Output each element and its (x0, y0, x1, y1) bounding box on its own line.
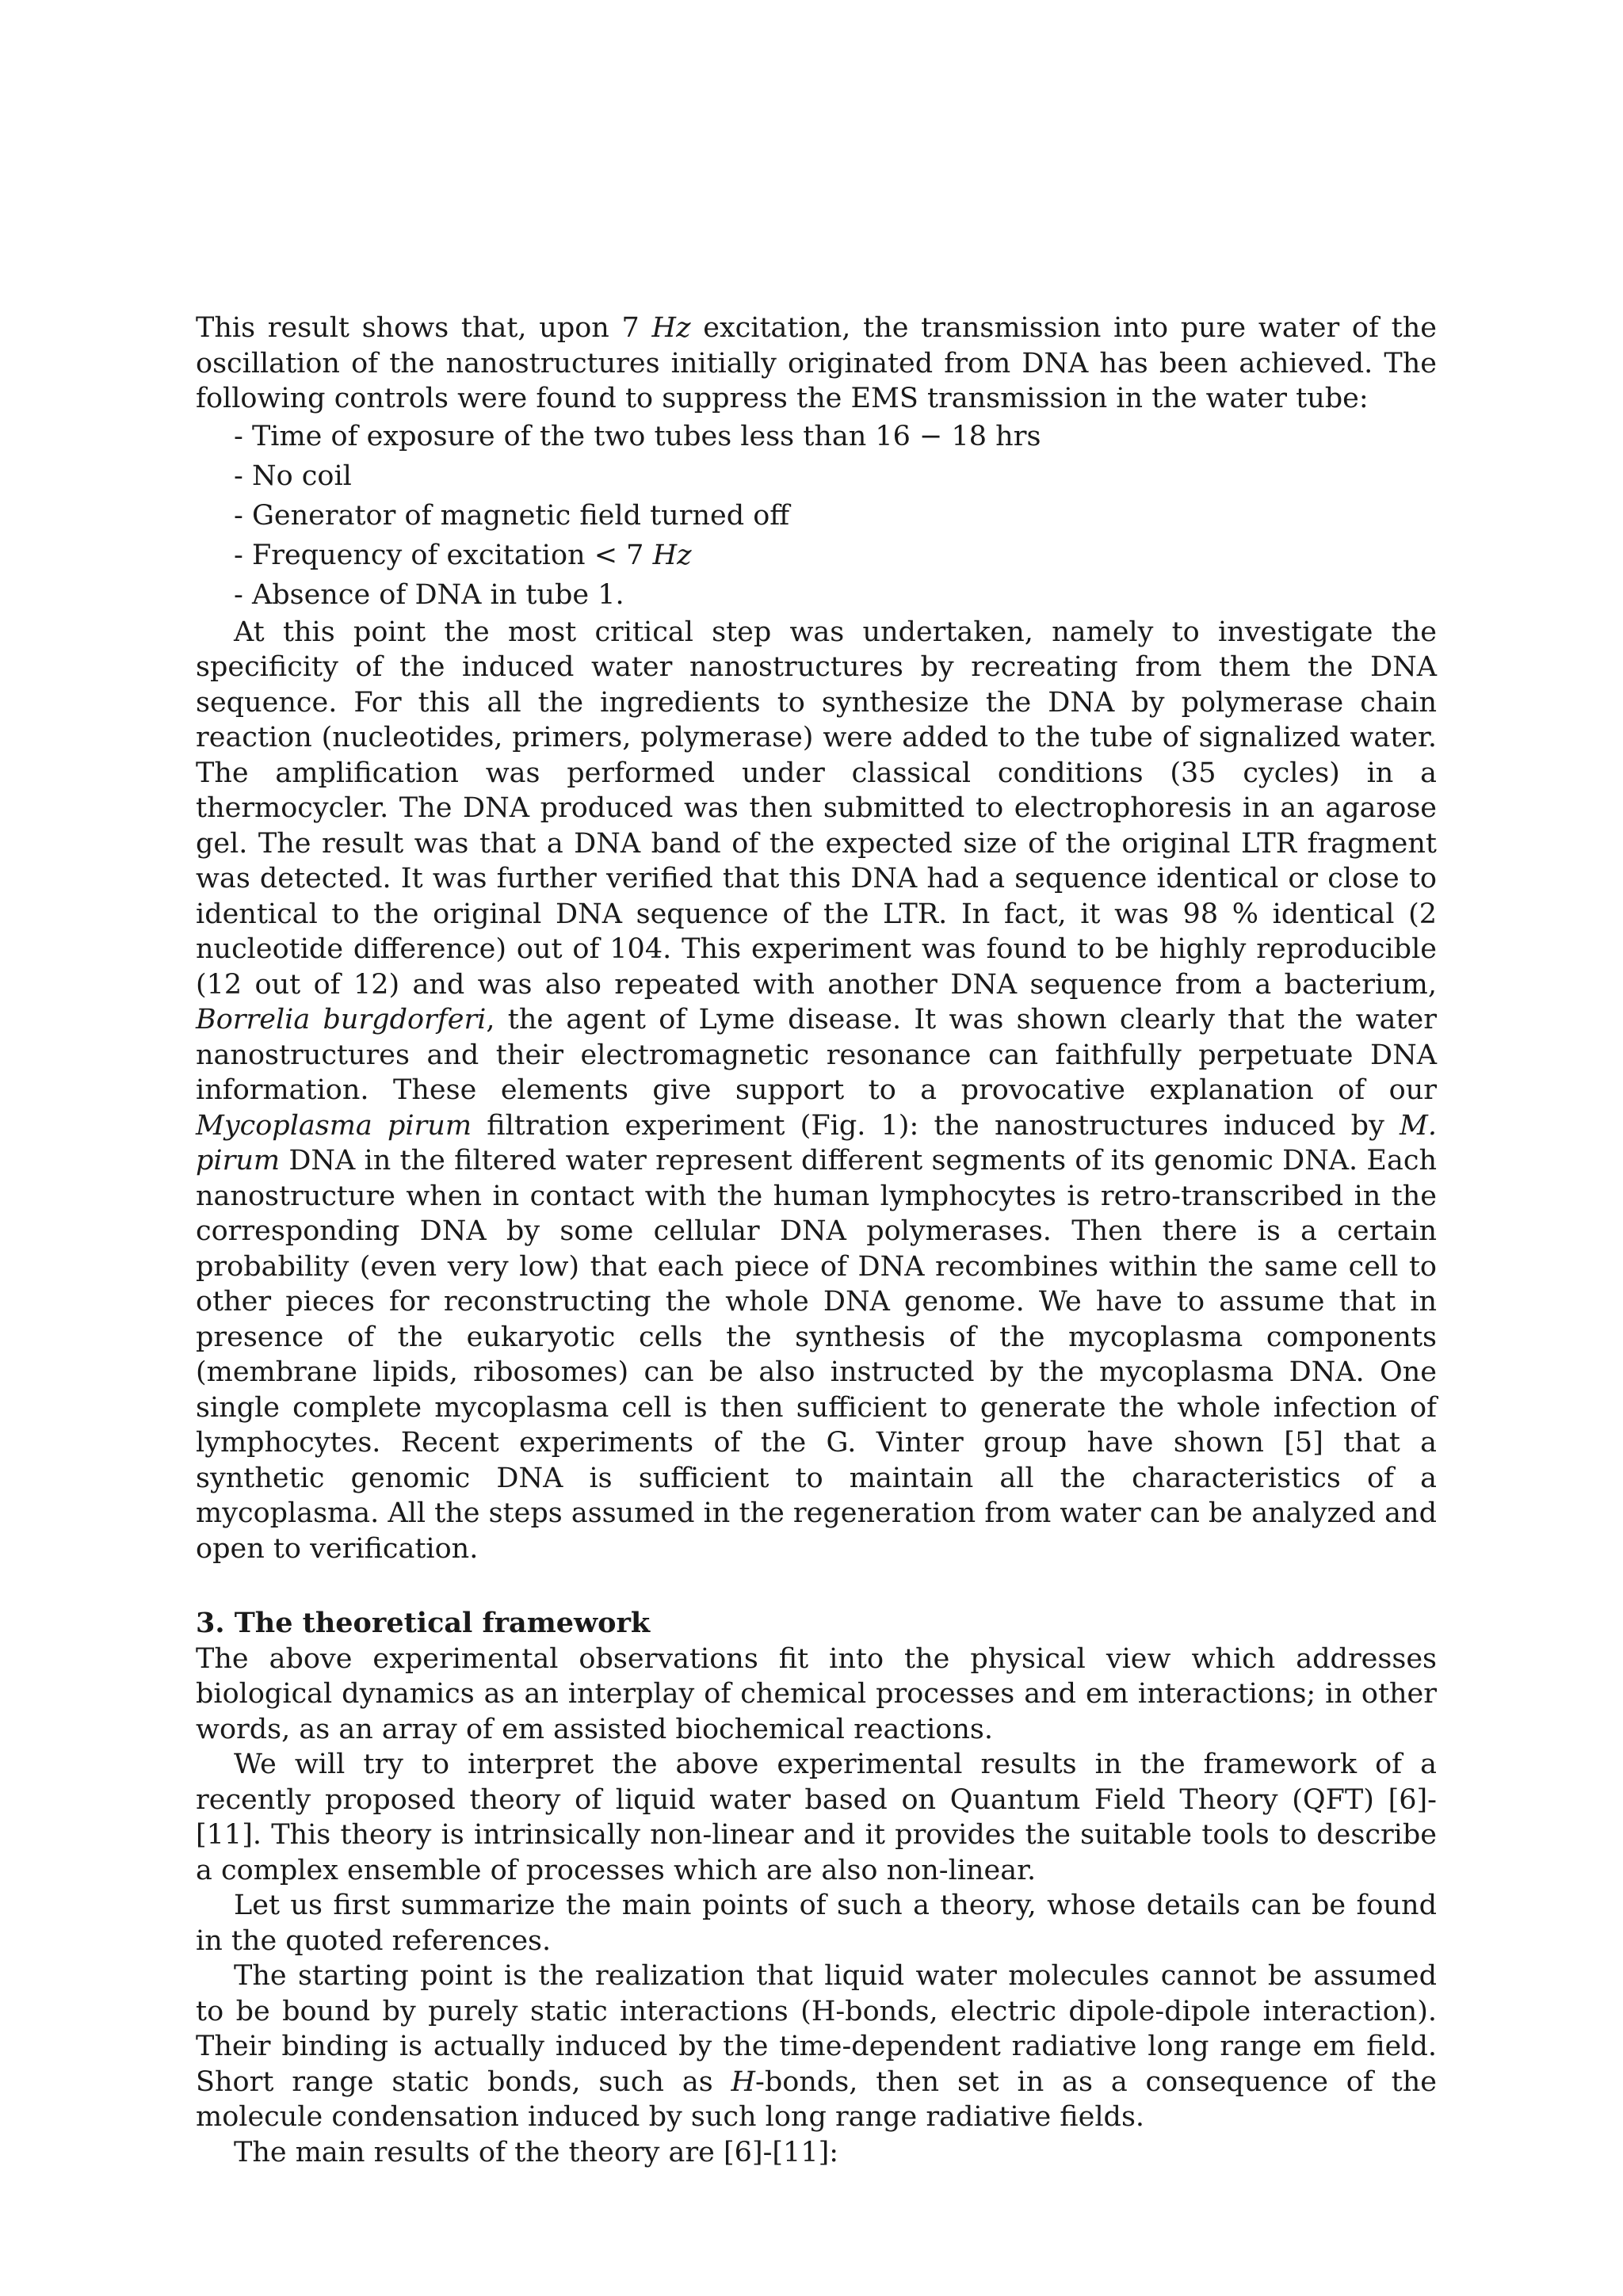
list-item (196, 536, 1437, 575)
paragraph-section3-1: The above experimental observations fit into the physical view which addresses biological dynamics as an interplay of chemical processes and em interactions; in other words, as an array of em assisted biochemical reactions. (196, 1642, 1437, 1745)
paragraph-section3-5: The main results of the theory are [6]-[11]: (234, 2136, 839, 2168)
list-item: - Absence of DNA in tube 1. (234, 578, 624, 611)
text-run: This result shows that, upon 7 (196, 312, 652, 344)
text-run: , the agent of Lyme disease. It was shown clearly that the water nanostructures and their electromagnetic resonance can faithfully perpetuate DNA information. These elements give support to a provocative explanation of our (196, 1004, 1438, 1106)
list-item: - Time of exposure of the two tubes less than 16 − 18 hrs (234, 420, 1041, 452)
species-name: Mycoplasma pirum (196, 1109, 472, 1142)
text-run: filtration experiment (Fig. 1): the nanostructures induced by (472, 1109, 1400, 1142)
paragraph-intro (196, 311, 1437, 417)
text-run: DNA in the filtered water represent different segments of its genomic DNA. Each nanostructure when in contact with the human lymphocytes is retro-transcribed in the corresponding DNA by some cellular DNA polymerases. Then there is a certain probability (even very low) that each piece of DNA recombines within the same cell to other pieces for reconstructing the whole DNA genome. We have to assume that in presence of the eukaryotic cells the synthesis of the mycoplasma components (membrane lipids, ribosomes) can be also instructed by the mycoplasma DNA. One single complete mycoplasma cell is then sufficient to generate the whole infection of lymphocytes. Recent experiments of the G. Vinter group have shown [5] that a synthetic genomic DNA is sufficient to maintain all the characteristics of a mycoplasma. All the steps assumed in the regeneration from water can be analyzed and open to verification. (196, 1145, 1437, 1565)
section-heading: 3. The theoretical framework (196, 1607, 651, 1639)
species-name: M. pirum (196, 1109, 1438, 1177)
paragraph-body (196, 615, 1437, 1567)
controls-list (196, 417, 1437, 615)
paragraph-section3-2: We will try to interpret the above experimental results in the framework of a recently proposed theory of liquid water based on Quantum Field Theory (QFT) [6]-[11]. This theory is intrinsically non-linear and it provides the suitable tools to describe a complex ensemble of processes which are also non-linear. (196, 1749, 1437, 1886)
paragraph-section3-4 (196, 1958, 1437, 2135)
text-run: excitation, the transmission into pure water of the oscillation of the nanostructures initially originated from DNA has been achieved. The following controls were found to suppress the EMS transmission in the water tube: (196, 312, 1437, 414)
unit-hz: Hz (652, 539, 692, 571)
unit-hz: Hz (651, 312, 691, 344)
text-run: - Frequency of excitation < 7 (234, 539, 653, 571)
text-run: At this point the most critical step was undertaken, namely to investigate the specificity of the induced water nanostructures by recreating from them the DNA sequence. For this all the ingredients to synthesize the DNA by polymerase chain reaction (nucleotides, primers, polymerase) were added to the tube of signalized water. The amplification was performed under classical conditions (35 cycles) in a thermocycler. The DNA produced was then submitted to electrophoresis in an agarose gel. The result was that a DNA band of the expected size of the original LTR fragment was detected. It was further verified that this DNA had a sequence identical or close to identical to the original DNA sequence of the LTR. In fact, it was 98 % identical (2 nucleotide difference) out of 104. This experiment was found to be highly reproducible (12 out of 12) and was also repeated with another DNA sequence from a bacterium, (196, 616, 1437, 1001)
species-name: Borrelia burgdorferi (196, 1004, 487, 1035)
text-run: -bonds, then set in as a consequence of the molecule condensation induced by such long range radiative fields. (196, 2065, 1437, 2133)
list-item: - Generator of magnetic field turned off (234, 499, 790, 532)
list-item: - No coil (234, 460, 352, 492)
paper-page (196, 311, 1437, 2170)
paragraph-section3-3: Let us first summarize the main points of such a theory, whose details can be found in the quoted references. (196, 1890, 1437, 1957)
text-run: The starting point is the realization that liquid water molecules cannot be assumed to be bound by purely static interactions (H-bonds, electric dipole-dipole interaction). Their binding is actually induced by the time-dependent radiative long range em field. Short range static bonds, such as (196, 1960, 1437, 2098)
symbol-h: H (731, 2065, 756, 2098)
